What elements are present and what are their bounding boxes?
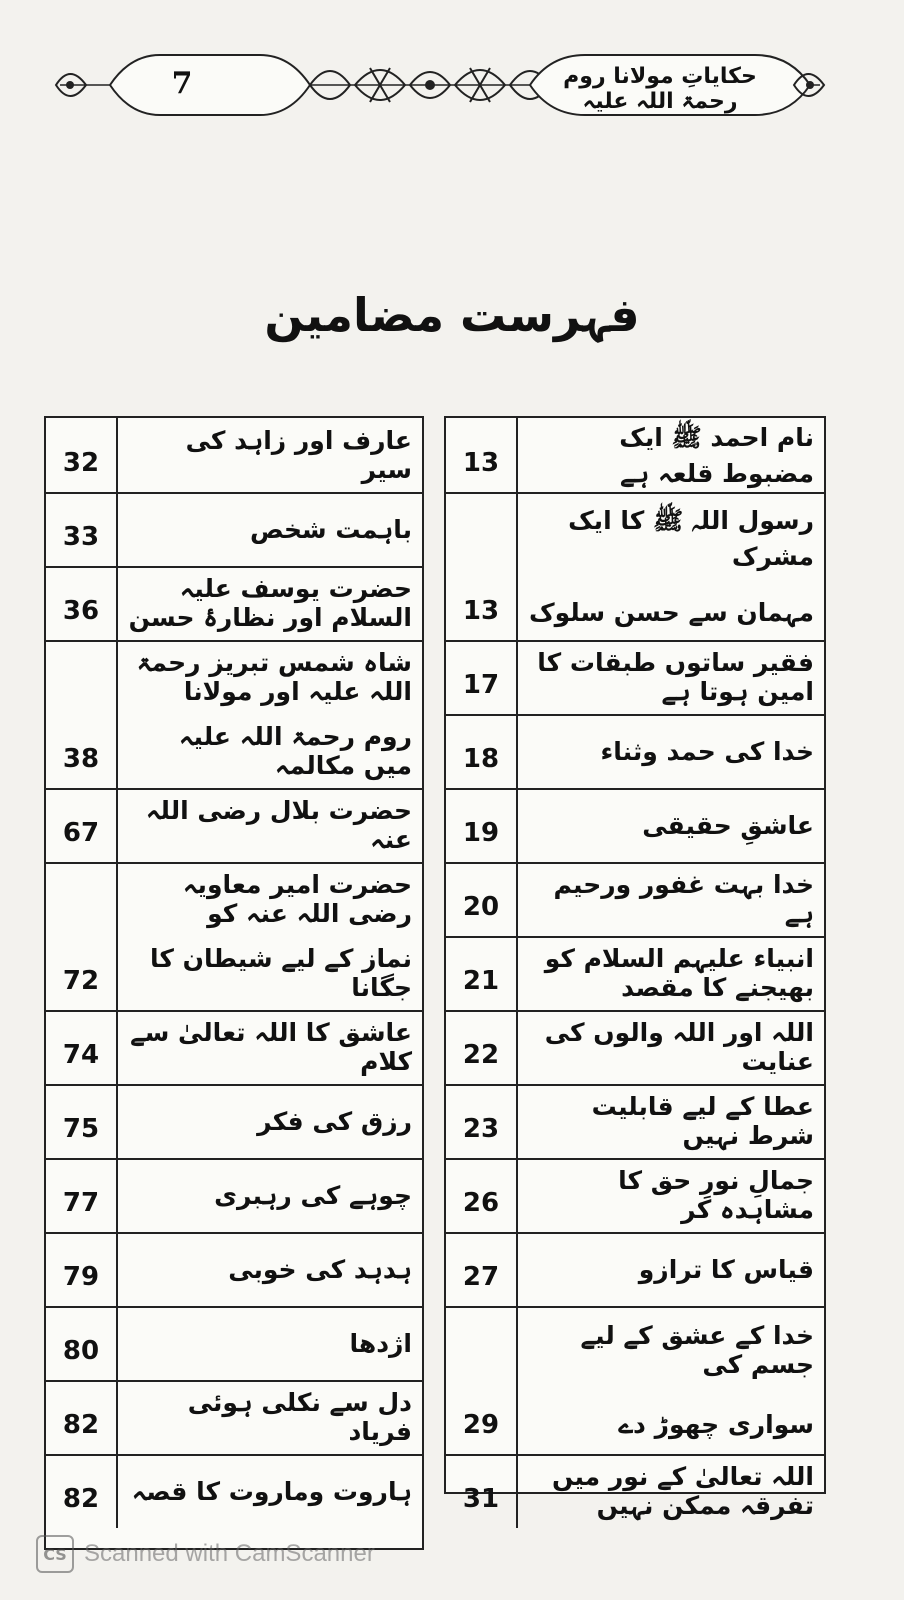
toc-page-number: 67	[46, 788, 118, 862]
toc-entry-line: اللہ تعالیٰ کے نور میں تفرقہ ممکن نہیں	[551, 1462, 814, 1520]
toc-page-number: 33	[46, 492, 118, 566]
book-title: حکایاتِ مولانا روم رحمۃ اللہ علیہ	[563, 64, 757, 114]
toc-entry-line: شاہ شمس تبریز رحمۃ اللہ علیہ اور مولانا	[136, 648, 412, 706]
toc-entry-line: اللہ اور اللہ والوں کی عنایت	[544, 1018, 814, 1076]
toc-page-number: 13	[446, 418, 518, 492]
toc-page-number: 13	[446, 492, 518, 640]
toc-entry-title	[118, 1454, 422, 1528]
toc-row	[446, 1454, 824, 1528]
toc-page-number: 26	[446, 1158, 518, 1232]
toc-entry-line: فقیر ساتوں طبقات کا امین ہوتا ہے	[537, 648, 814, 706]
toc-entry-title	[518, 714, 824, 788]
toc-entry-line: حضرت بلال رضی اللہ عنہ	[145, 796, 412, 854]
toc-entry-line: دل سے نکلی ہوئی فریاد	[187, 1388, 412, 1446]
toc-row	[46, 1380, 422, 1456]
toc-row	[46, 418, 422, 494]
toc-page-number: 74	[46, 1010, 118, 1084]
toc-page-number: 19	[446, 788, 518, 862]
toc-entry-title	[118, 640, 422, 788]
toc-entry-title	[518, 418, 824, 492]
toc-row	[446, 788, 824, 864]
toc-entry-title	[518, 640, 824, 714]
toc-entry-title	[118, 418, 422, 492]
toc-entry-title	[118, 1380, 422, 1454]
toc-entry-title	[518, 1232, 824, 1306]
toc-entry-line: سواری چھوڑ دے	[618, 1409, 814, 1439]
toc-row	[46, 566, 422, 642]
toc-entry-title	[518, 1306, 824, 1454]
toc-row	[46, 788, 422, 864]
toc-row	[46, 1306, 422, 1382]
scanner-watermark	[36, 1534, 516, 1574]
toc-entry-line: نام احمد ﷺ ایک مضبوط قلعہ ہے	[619, 423, 814, 488]
toc-entry-title	[518, 492, 824, 640]
toc-page-number: 21	[446, 936, 518, 1010]
toc-entry-line: باہمت شخص	[249, 514, 412, 544]
toc-entry-line: خدا کے عشق کے لیے جسم کی	[580, 1321, 814, 1380]
toc-entry-line: حضرت امیر معاویہ رضی اللہ عنہ کو	[182, 870, 412, 928]
toc-entry-line: ہاروت وماروت کا قصہ	[131, 1476, 412, 1506]
toc-row	[46, 862, 422, 1012]
toc-row	[46, 1454, 422, 1528]
toc-entry-title	[518, 1454, 824, 1528]
toc-row	[446, 1010, 824, 1086]
camscanner-logo: CS	[36, 1535, 74, 1573]
toc-entry-title	[118, 862, 422, 1010]
toc-row	[446, 1232, 824, 1308]
page-number: 7	[171, 66, 193, 101]
toc-entry-title	[518, 936, 824, 1010]
toc-row	[46, 1010, 422, 1086]
toc-page-number: 77	[46, 1158, 118, 1232]
toc-entry-line: ہدہد کی خوبی	[228, 1254, 412, 1284]
toc-entry-line: عطا کے لیے قابلیت شرط نہیں	[591, 1092, 814, 1150]
toc-entry-title	[118, 1306, 422, 1380]
toc-page-number: 18	[446, 714, 518, 788]
toc-page-number: 17	[446, 640, 518, 714]
toc-row	[446, 1158, 824, 1234]
toc-entry-line: مہمان سے حسن سلوک	[529, 597, 814, 627]
toc-entry-title	[118, 566, 422, 640]
toc-entry-title	[518, 1158, 824, 1232]
toc-page-number: 72	[46, 862, 118, 1010]
toc-table-left	[44, 416, 424, 1550]
toc-entry-line: رزق کی فکر	[257, 1106, 412, 1136]
toc-entry-title	[518, 862, 824, 936]
toc-row	[446, 936, 824, 1012]
toc-entry-title	[518, 788, 824, 862]
toc-page-number: 31	[446, 1454, 518, 1528]
toc-entry-line: جمالِ نورِ حق کا مشاہدہ کر	[618, 1166, 814, 1224]
toc-entry-line: رسول اللہ ﷺ کا ایک مشرک	[568, 506, 814, 572]
toc-page-number: 20	[446, 862, 518, 936]
toc-entry-line: عاشق کا اللہ تعالیٰ سے کلام	[130, 1018, 412, 1076]
toc-entry-line: خدا بہت غفور ورحیم ہے	[553, 870, 814, 928]
toc-row	[446, 418, 824, 494]
toc-entry-title	[118, 492, 422, 566]
toc-row	[446, 862, 824, 938]
toc-entry-title	[118, 788, 422, 862]
toc-page-number: 32	[46, 418, 118, 492]
toc-row	[446, 492, 824, 642]
toc-page-number: 29	[446, 1306, 518, 1454]
toc-page-number: 38	[46, 640, 118, 788]
toc-entry-line: حضرت یوسف علیہ السلام اور نظارۂ حسن	[128, 574, 412, 632]
toc-page-number: 22	[446, 1010, 518, 1084]
toc-page-number: 79	[46, 1232, 118, 1306]
toc-entry-line: روم رحمۃ اللہ علیہ میں مکالمہ	[178, 722, 412, 780]
toc-row	[46, 1232, 422, 1308]
toc-row	[46, 1084, 422, 1160]
toc-table-right	[444, 416, 826, 1520]
toc-entry-title	[118, 1084, 422, 1158]
toc-entry-title	[518, 1084, 824, 1158]
toc-entry-line: چوہے کی رہبری	[214, 1180, 412, 1210]
toc-row	[46, 492, 422, 568]
toc-entry-line: عارف اور زاہد کی سیر	[185, 426, 412, 484]
toc-row	[446, 1306, 824, 1456]
toc-entry-title	[118, 1232, 422, 1306]
toc-page-number: 75	[46, 1084, 118, 1158]
toc-row	[446, 714, 824, 790]
toc-row	[46, 1158, 422, 1234]
page-title: فہرست مضامین	[264, 288, 640, 342]
toc-entry-title	[118, 1158, 422, 1232]
toc-entry-line: اژدھا	[349, 1328, 412, 1358]
toc-entry-title	[118, 1010, 422, 1084]
toc-row	[446, 640, 824, 716]
toc-entry-title	[518, 1010, 824, 1084]
toc-entry-line: عاشقِ حقیقی	[642, 810, 814, 840]
toc-page-number: 23	[446, 1084, 518, 1158]
toc-row	[446, 1084, 824, 1160]
toc-page-number: 27	[446, 1232, 518, 1306]
watermark-text: Scanned with CamScanner	[84, 1540, 375, 1567]
toc-page-number: 80	[46, 1306, 118, 1380]
toc-entry-line: خدا کی حمد وثناء	[600, 736, 814, 766]
toc-entry-line: قیاس کا ترازو	[638, 1254, 814, 1284]
toc-entry-line: نماز کے لیے شیطان کا جگانا	[150, 944, 412, 1002]
toc-page-number: 82	[46, 1380, 118, 1454]
toc-entry-line: انبیاء علیہم السلام کو بھیجنے کا مقصد	[544, 944, 814, 1002]
toc-page-number: 82	[46, 1454, 118, 1528]
toc-page-number: 36	[46, 566, 118, 640]
toc-row	[46, 640, 422, 790]
